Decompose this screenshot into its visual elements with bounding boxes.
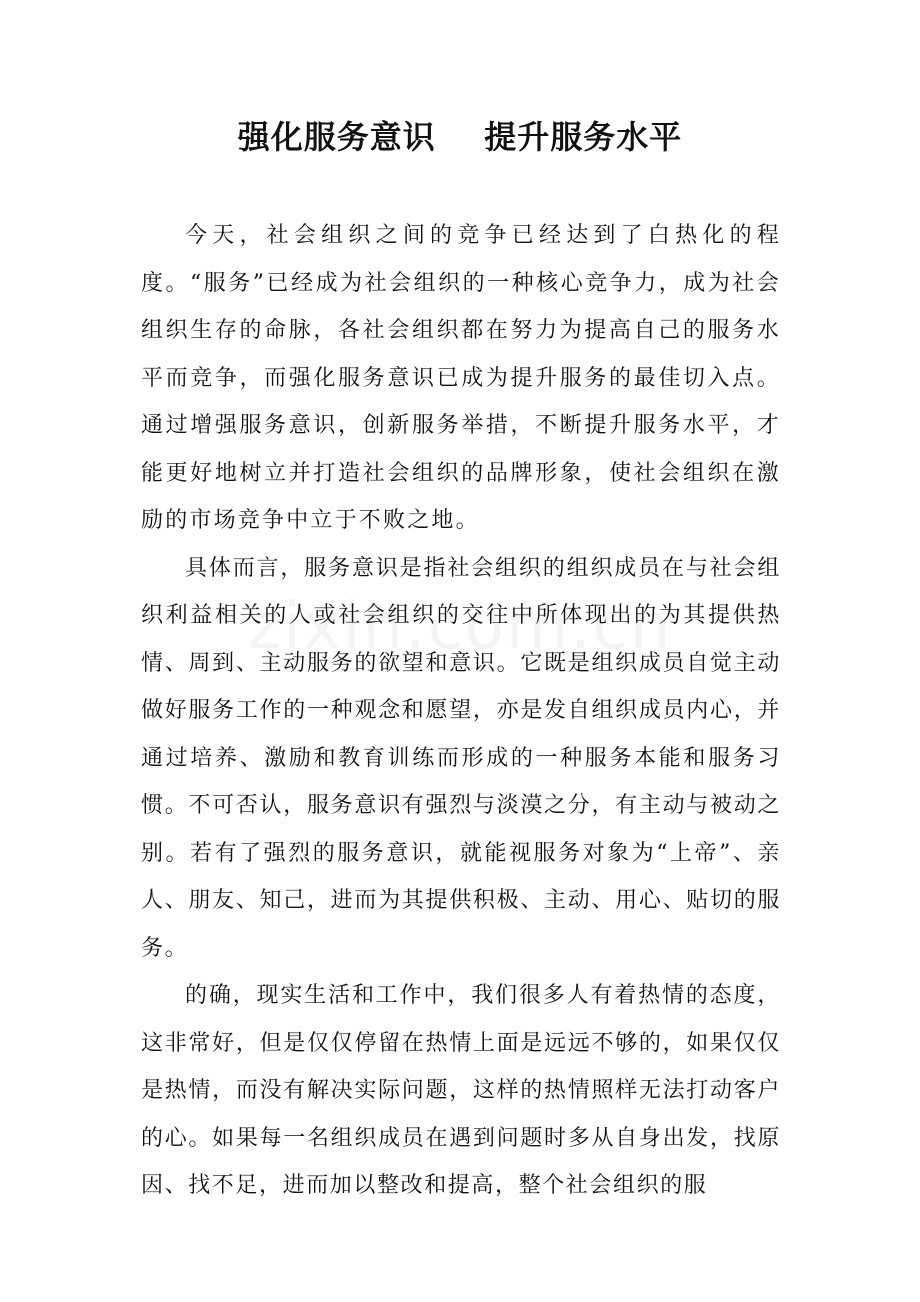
paragraph-3: 的确，现实生活和工作中，我们很多人有着热情的态度，这非常好，但是仅仅停留在热情上面是远远不够的，如果仅仅是热情，而没有解决实际问题，这样的热情照样无法打动客户的心。如果每一名组织成员在遇到问题时多从自身出发，找原因、找不足，进而加以整改和提高，整个社会组织的服 [141,983,781,1198]
document-title: 强化服务意识 提升服务水平 [237,118,683,156]
document-body [141,212,781,1210]
paragraph-2: 具体而言，服务意识是指社会组织的组织成员在与社会组织利益相关的人或社会组织的交往中所体现出的为其提供热情、周到、主动服务的欲望和意识。它既是组织成员自觉主动做好服务工作的一种观念和愿望，亦是发自组织成员内心，并通过培养、激励和教育训练而形成的一种服务本能和服务习惯。不可否认，服务意识有强烈与淡漠之分，有主动与被动之别。若有了强烈的服务意识，就能视服务对象为“上帝”、亲人、朋友、知己，进而为其提供积极、主动、用心、贴切的服务。 [141,555,781,961]
paragraph-1: 今天，社会组织之间的竞争已经达到了白热化的程度。“服务”已经成为社会组织的一种核心竞争力，成为社会组织生存的命脉，各社会组织都在努力为提高自己的服务水平而竞争，而强化服务意识已成为提升服务的最佳切入点。通过增强服务意识，创新服务举措，不断提升服务水平，才能更好地树立并打造社会组织的品牌形象，使社会组织在激励的市场竞争中立于不败之地。 [141,223,781,533]
